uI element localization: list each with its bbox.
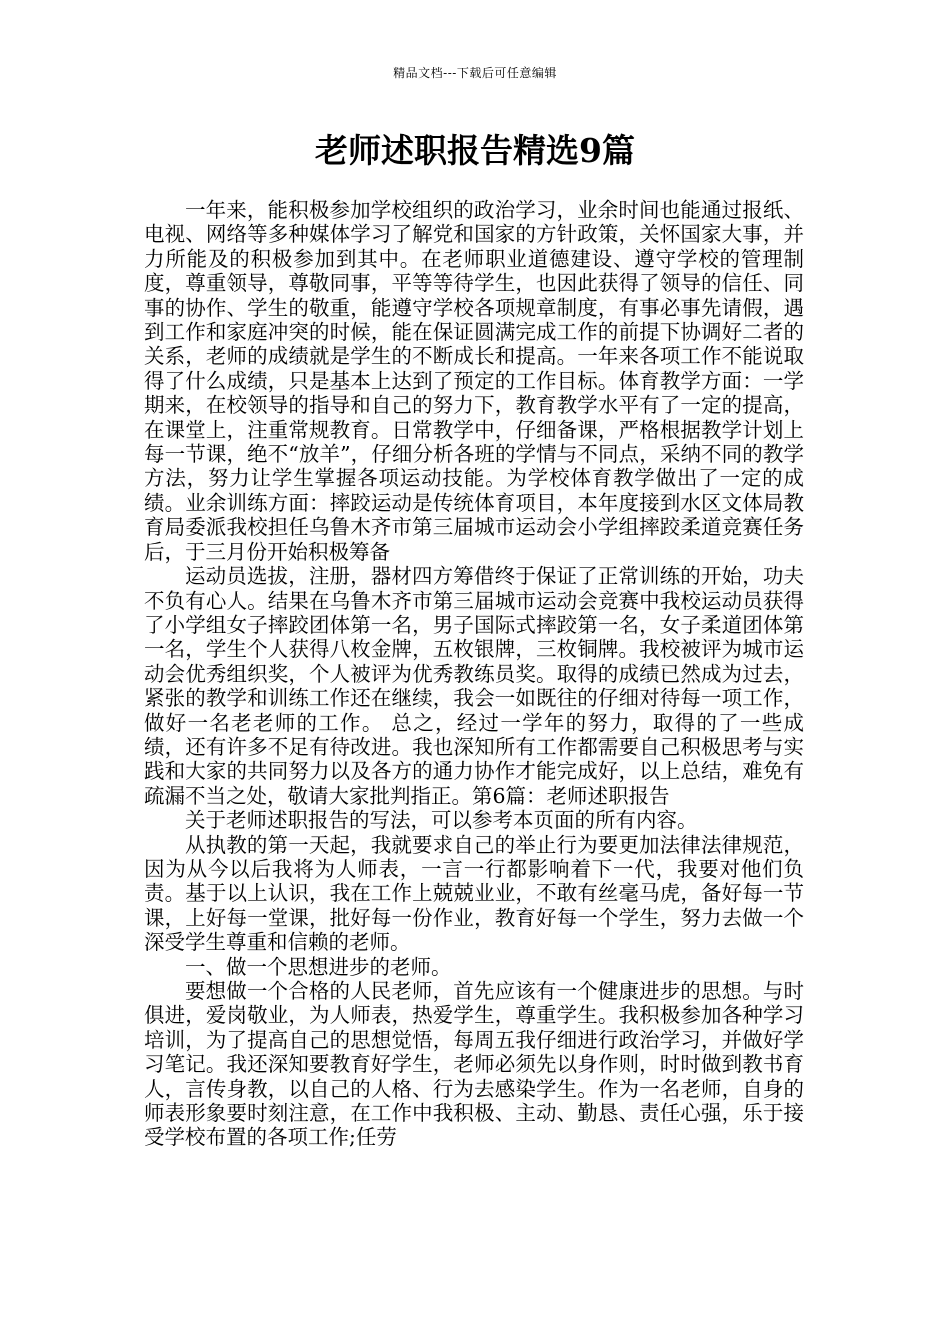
document-body xyxy=(144,198,804,1150)
section-heading: 一、做一个思想进步的老师。 xyxy=(185,954,452,979)
paragraph: 从执教的第一天起，我就要求自己的举止行为要更加法律法律规范，因为从今以后我将为人师表，一言一行都影响着下一代，我要对他们负责。基于以上认识，我在工作上兢兢业业，不敢有丝毫马虎，备好每一节课，上好每一堂课，批好每一份作业，教育好每一个学生，努力去做一个深受学生尊重和信赖的老师。 xyxy=(144,832,804,955)
paragraph: 关于老师述职报告的写法，可以参考本页面的所有内容。 xyxy=(185,808,698,833)
paragraph: 要想做一个合格的人民老师，首先应该有一个健康进步的思想。与时俱进，爱岗敬业，为人师表，热爱学生，尊重学生。我积极参加各种学习培训，为了提高自己的思想觉悟，每周五我仔细进行政治学习，并做好学习笔记。我还深知要教育好学生，老师必须先以身作则，时时做到教书育人，言传身教，以自己的人格、行为去感染学生。作为一名老师，自身的师表形象要时刻注意，在工作中我积极、主动、勤恳、责任心强，乐于接受学校布置的各项工作;任劳 xyxy=(144,979,804,1150)
paragraph: 运动员选拔，注册，器材四方筹借终于保证了正常训练的开始，功夫不负有心人。结果在乌鲁木齐市第三届城市运动会竞赛中我校运动员获得了小学组女子摔跤团体第一名，男子国际式摔跤第一名，女子柔道团体第一名，学生个人获得八枚金牌，五枚银牌，三枚铜牌。我校被评为城市运动会优秀组织奖，个人被评为优秀教练员奖。取得的成绩已然成为过去，紧张的教学和训练工作还在继续，我会一如既往的仔细对待每一项工作，做好一名老老师的工作。 总之，经过一学年的努力，取得的了一些成绩，还有许多不足有待改进。我也深知所有工作都需要自己积极思考与实践和大家的共同努力以及各方的通力协作才能完成好，以上总结，难免有疏漏不当之处，敬请大家批判指正。第6篇：老师述职报告 xyxy=(144,564,804,808)
paragraph: 一年来，能积极参加学校组织的政治学习，业余时间也能通过报纸、电视、网络等多种媒体学习了解党和国家的方针政策，关怀国家大事，并力所能及的积极参加到其中。在老师职业道德建设、遵守学校的管理制度，尊重领导，尊敬同事，平等等待学生，也因此获得了领导的信任、同事的协作、学生的敬重，能遵守学校各项规章制度，有事必事先请假，遇到工作和家庭冲突的时候，能在保证圆满完成工作的前提下协调好二者的关系，老师的成绩就是学生的不断成长和提高。一年来各项工作不能说取得了什么成绩，只是基本上达到了预定的工作目标。体育教学方面：一学期来，在校领导的指导和自己的努力下，教育教学水平有了一定的提高，在课堂上，注重常规教育。日常教学中，仔细备课，严格根据教学计划上每一节课，绝不“放羊”，仔细分析各班的学情与不同点，采纳不同的教学方法，努力让学生掌握各项运动技能。为学校体育教学做出了一定的成绩。业余训练方面：摔跤运动是传统体育项目，本年度接到水区文体局教育局委派我校担任乌鲁木齐市第三届城市运动会小学组摔跤柔道竞赛任务后，于三月份开始积极筹备 xyxy=(144,198,804,564)
page-header-note: 精品文档---下载后可任意编辑 xyxy=(393,66,557,80)
document-title: 老师述职报告精选9篇 xyxy=(315,131,635,170)
